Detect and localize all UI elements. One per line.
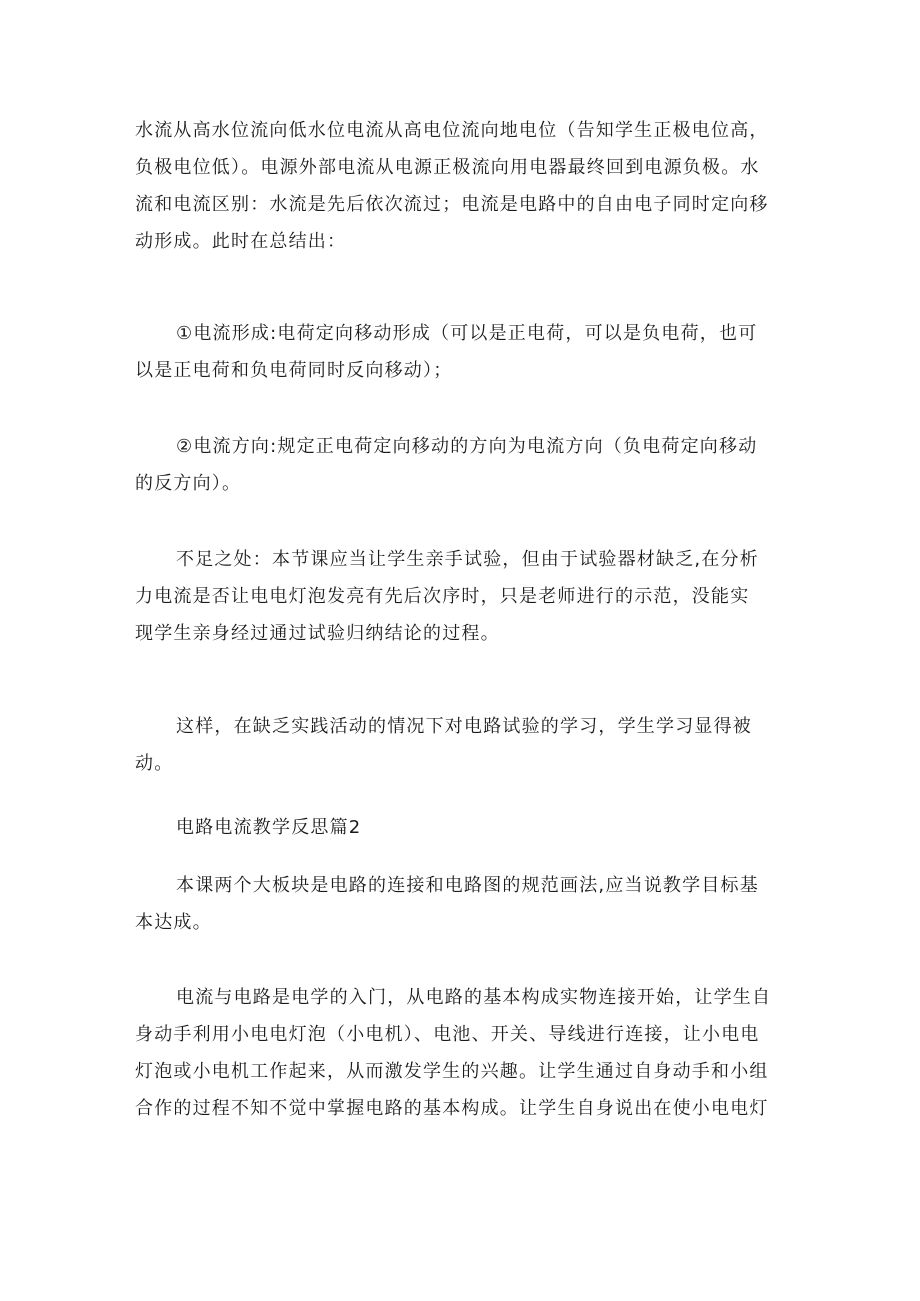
paragraph-water-current-analogy bbox=[135, 112, 795, 260]
text-line: ②电流方向:规定正电荷定向移动的方向为电流方向（负电荷定向移动 bbox=[176, 436, 758, 457]
text-line: 本达成。 bbox=[135, 912, 212, 933]
paragraph-current-formation bbox=[135, 315, 795, 389]
paragraph-shortcomings bbox=[135, 541, 795, 652]
text-line: 动形成。此时在总结出： bbox=[135, 231, 347, 252]
text-line: 的反方向）。 bbox=[135, 473, 242, 494]
text-line: 本课两个大板块是电路的连接和电路图的规范画法,应当说教学目标基 bbox=[176, 875, 759, 896]
text-line: 力电流是否让电电灯泡发亮有先后次序时，只是老师进行的示范，没能实 bbox=[135, 586, 750, 607]
text-line: 流和电流区别：水流是先后依次流过；电流是电路中的自由电子同时定向移 bbox=[135, 194, 769, 215]
text-line: 以是正电荷和负电荷同时反向移动）； bbox=[135, 360, 453, 381]
text-line: 灯泡或小电机工作起来，从而激发学生的兴趣。让学生通过自身动手和小组 bbox=[135, 1061, 769, 1082]
text-line: 这样，在缺乏实践活动的情况下对电路试验的学习，学生学习显得被 bbox=[176, 716, 752, 737]
text-line: 水流从高水位流向低水位电流从高电位流向地电位（告知学生正极电位高， bbox=[135, 120, 769, 141]
paragraph-current-direction bbox=[135, 428, 795, 502]
text-line: 身动手利用小电电灯泡（小电机）、电池、开关、导线进行连接，让小电电 bbox=[135, 1024, 760, 1045]
text-line: ①电流形成:电荷定向移动形成（可以是正电荷，可以是负电荷，也可 bbox=[176, 323, 758, 344]
paragraph-circuit-intro bbox=[135, 979, 795, 1127]
paragraph-passive-learning bbox=[135, 708, 795, 782]
paragraph-lesson-goals bbox=[135, 867, 795, 941]
text-line: 负极电位低）。电源外部电流从电源正极流向用电器最终回到电源负极。水 bbox=[135, 157, 760, 178]
text-line: 动。 bbox=[135, 753, 174, 774]
text-line: 电流与电路是电学的入门，从电路的基本构成实物连接开始，让学生自 bbox=[176, 987, 772, 1008]
document-page bbox=[135, 0, 795, 1301]
text-line: 合作的过程不知不觉中掌握电路的基本构成。让学生自身说出在使小电电灯 bbox=[135, 1098, 769, 1119]
section-heading: 电路电流教学反思篇2 bbox=[176, 817, 362, 838]
text-line: 现学生亲身经过通过试验归纳结论的过程。 bbox=[135, 623, 500, 644]
text-line: 不足之处：本节课应当让学生亲手试验，但由于试验器材缺乏,在分析 bbox=[176, 549, 759, 570]
